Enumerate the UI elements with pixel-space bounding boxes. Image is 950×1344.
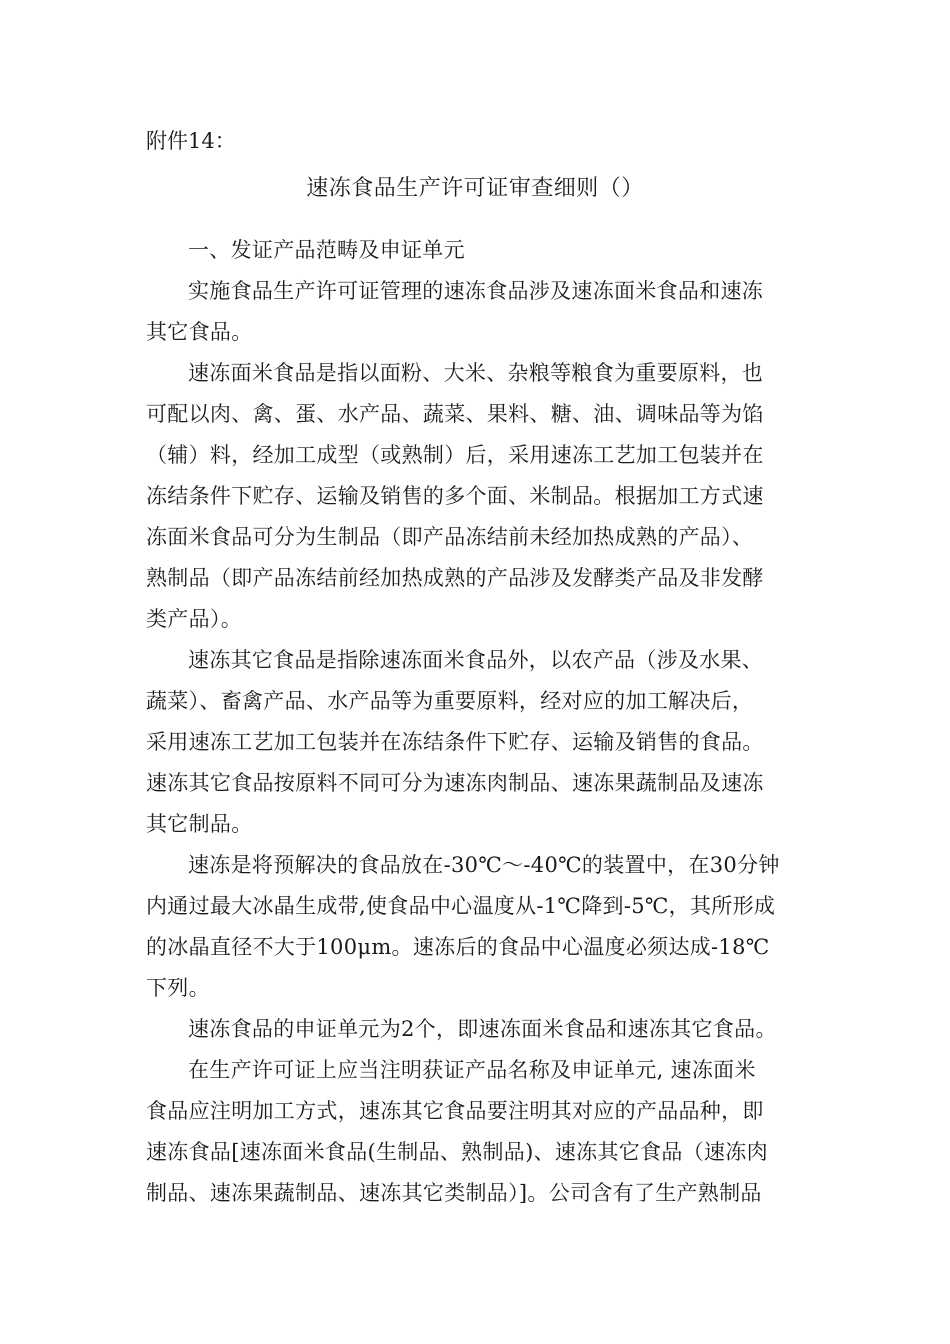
text-line: 速冻其它食品是指除速冻面米食品外，以农产品（涉及水果、 xyxy=(188,648,764,672)
text-line: 的冰晶直径不大于100μm。速冻后的食品中心温度必须达成-18℃ xyxy=(146,935,770,959)
text-line: 下列。 xyxy=(146,976,210,1000)
text-line: 内通过最大冰晶生成带,使食品中心温度从-1℃降到-5℃，其所形成 xyxy=(146,894,776,918)
document-body xyxy=(146,230,806,1214)
attachment-label: 附件14： xyxy=(146,129,236,153)
text-line: 冻结条件下贮存、运输及销售的多个面、米制品。根据加工方式速 xyxy=(146,484,764,508)
text-line: 在生产许可证上应当注明获证产品名称及申证单元, 速冻面米 xyxy=(188,1058,756,1082)
text-line: 蔬菜）、畜禽产品、水产品等为重要原料，经对应的加工解决后， xyxy=(146,689,754,713)
text-line: 其它食品。 xyxy=(146,320,253,344)
text-line: 类产品）。 xyxy=(146,607,242,631)
text-line: 速冻食品的申证单元为2个，即速冻面米食品和速冻其它食品。 xyxy=(188,1017,777,1041)
text-line: 食品应注明加工方式，速冻其它食品要注明其对应的产品品种，即 xyxy=(146,1099,764,1123)
text-line: 速冻食品[速冻面米食品(生制品、熟制品)、速冻其它食品（速冻肉 xyxy=(146,1140,768,1164)
text-line: 熟制品（即产品冻结前经加热成熟的产品涉及发酵类产品及非发酵 xyxy=(146,566,764,590)
text-line: 采用速冻工艺加工包装并在冻结条件下贮存、运输及销售的食品。 xyxy=(146,730,764,754)
text-line: 速冻其它食品按原料不同可分为速冻肉制品、速冻果蔬制品及速冻 xyxy=(146,771,764,795)
document-title: 速冻食品生产许可证审查细则（） xyxy=(306,176,644,201)
section-heading: 一、发证产品范畴及申证单元 xyxy=(188,238,465,262)
text-line: 速冻是将预解决的食品放在-30℃～-40℃的装置中，在30分钟 xyxy=(188,853,780,877)
text-line: 速冻面米食品是指以面粉、大米、杂粮等粮食为重要原料，也 xyxy=(188,361,764,385)
text-line: 其它制品。 xyxy=(146,812,253,836)
text-line: 冻面米食品可分为生制品（即产品冻结前未经加热成熟的产品）、 xyxy=(146,525,754,549)
text-line: （辅）料，经加工成型（或熟制）后，采用速冻工艺加工包装并在 xyxy=(146,443,764,467)
text-line: 可配以肉、禽、蛋、水产品、蔬菜、果料、糖、油、调味品等为馅 xyxy=(146,402,764,426)
text-line: 实施食品生产许可证管理的速冻食品涉及速冻面米食品和速冻 xyxy=(188,279,764,303)
text-line: 制品、速冻果蔬制品、速冻其它类制品）]。公司含有了生产熟制品 xyxy=(146,1181,762,1205)
